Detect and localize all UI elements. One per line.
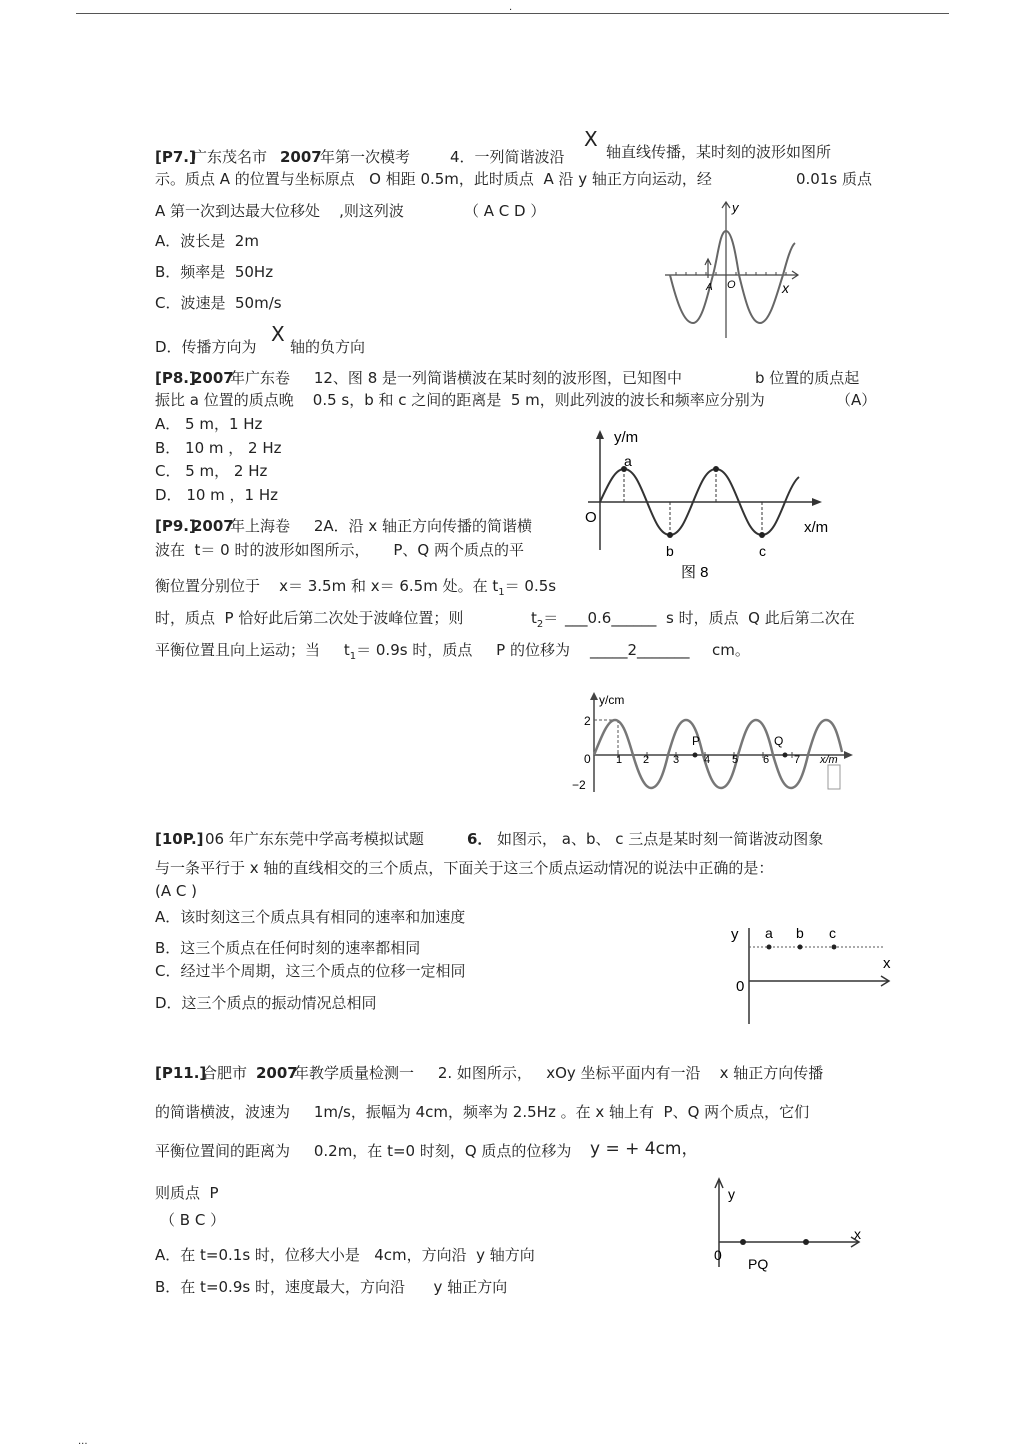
p10-option-b: B．这三个质点在任何时刻的速率都相同	[155, 939, 421, 957]
p7-wave-figure	[660, 198, 810, 348]
p11-x-label: x	[854, 1226, 861, 1242]
p7-year: 2007	[280, 148, 322, 166]
p8-point-top	[713, 466, 719, 472]
p11-option-b: B．在 t=0.9s 时，速度最大，方向沿 y 轴正方向	[155, 1278, 508, 1296]
p7-option-d-x: X	[271, 322, 285, 346]
p11-point-q	[803, 1239, 809, 1245]
p10-question-number: 6．	[467, 830, 493, 848]
p8-point-b	[667, 532, 673, 538]
p9-year: 2007	[192, 517, 234, 535]
p7-tag: [P7.]	[155, 148, 196, 166]
p9-point-q	[783, 753, 788, 758]
p9-tick-7: 7	[794, 754, 801, 766]
p9-tick-5: 5	[732, 754, 739, 766]
p9-y-label: y/cm	[599, 693, 625, 707]
p9-label-q: Q	[774, 734, 784, 748]
p10-figure	[728, 920, 908, 1030]
p9-x-label: x/m	[820, 754, 838, 766]
p11-point-p	[740, 1239, 746, 1245]
p7-line1-tail: 轴直线传播，某时刻的波形如图所	[606, 143, 832, 161]
p7-option-d-pre: D．传播方向为	[155, 338, 257, 356]
p10-answer: (A C )	[155, 882, 197, 900]
p11-line1: 年教学质量检测一 2. 如图所示， xOy 坐标平面内有一沿 x 轴正方向传播	[294, 1064, 824, 1082]
p9-line4: 时，质点 P 恰好此后第二次处于波峰位置；则	[155, 609, 464, 627]
p8-line2: 振比 a 位置的质点晚 0.5 s，b 和 c 之间的距离是 5 m，则此列波的波长和频率应分别为	[155, 391, 765, 409]
p9-y-0: 0	[584, 752, 591, 766]
p7-x-symbol: X	[584, 127, 598, 151]
p8-answer: （A）	[836, 391, 877, 409]
p7-option-b: B．频率是 50Hz	[155, 263, 274, 281]
p9-line4-tail: s 时，质点 Q 此后第二次在	[666, 609, 855, 627]
p10-point-c	[832, 945, 837, 950]
p10-label-a: a	[765, 925, 773, 941]
p8-point-c	[759, 532, 765, 538]
p9-line3: 衡位置分别位于 x＝ 3.5m 和 x＝ 6.5m 处。在 $t_1= 0.5s$	[155, 577, 557, 598]
p7-question-number: 4．一列简谐波沿	[450, 148, 565, 166]
p8-y-arrow	[596, 430, 604, 439]
footer-mark: ...	[78, 1436, 88, 1447]
p11-line4: 则质点 P	[155, 1184, 219, 1202]
p10-line1-tail: 如图示， a、b、 c 三点是某时刻一简谐波动图象	[497, 830, 824, 848]
p9-y-minus-2: −2	[572, 778, 586, 792]
p8-x-arrow	[812, 498, 822, 506]
p9-wave-curve	[594, 720, 842, 788]
p8-tag: [P8.]	[155, 369, 196, 387]
header-rule	[76, 13, 949, 14]
p11-option-a: A．在 t=0.1s 时，位移大小是 4cm，方向沿 y 轴方向	[155, 1246, 535, 1264]
p10-option-c: C．经过半个周期，这三个质点的位移一定相同	[155, 962, 466, 980]
header-dot: .	[509, 2, 513, 13]
p7-line3: A 第一次到达最大位移处 ,则这列波	[155, 202, 404, 220]
p9-answer-1: ___0.6______	[565, 609, 657, 627]
p10-label-c: c	[829, 925, 836, 941]
p7-option-c: C．波速是 50m/s	[155, 294, 282, 312]
p8-option-a: A． 5 m，1 Hz	[155, 415, 263, 433]
p10-line2: 与一条平行于 x 轴的直线相交的三个质点，下面关于这三个质点运动情况的说法中正确的是：	[155, 859, 774, 877]
p7-source: 广东茂名市	[192, 148, 268, 166]
p7-exam: 年第一次模考	[320, 148, 411, 166]
p9-answer-2: _____2_______	[590, 641, 690, 659]
p9-point-p	[693, 753, 698, 758]
p11-formula: y = + 4cm，	[590, 1139, 699, 1159]
p9-wave-figure	[568, 690, 858, 800]
p9-line5: 平衡位置且向上运动；当 $t_1= 0.9s$ 时，质点 P 的位移为	[155, 641, 570, 662]
p7-line2-tail: 0.01s 质点	[796, 170, 872, 188]
p7-point-a-label: A	[706, 282, 713, 293]
p7-line2: 示。质点 A 的位置与坐标原点 O 相距 0.5m，此时质点 A 沿 y 轴正方向运动，经	[155, 170, 712, 188]
p8-option-b: B． 10 m ， 2 Hz	[155, 439, 282, 457]
p11-year: 2007	[256, 1064, 298, 1082]
p9-tick-1: 1	[616, 754, 623, 766]
p10-line1: 06 年广东东莞中学高考模拟试题	[205, 830, 424, 848]
p7-y-label: y	[732, 200, 739, 215]
p9-tag: [P9.]	[155, 517, 196, 535]
p11-line2: 的简谐横波，波速为 1m/s，振幅为 4cm，频率为 2.5Hz 。在 x 轴上有 P、Q 两个质点，它们	[155, 1103, 810, 1121]
p11-source: 合肥市	[202, 1064, 248, 1082]
p8-line1-tail: b 位置的质点起	[755, 369, 860, 387]
p11-y-label: y	[728, 1186, 735, 1202]
p7-x-label: x	[782, 280, 789, 296]
p8-caption: 图 8	[681, 564, 709, 581]
p9-line1: 年上海卷 2A．沿 x 轴正方向传播的简谐横	[230, 517, 533, 535]
p9-line4-t2: $t_2=$	[531, 609, 559, 630]
p11-line3: 平衡位置间的距离为 0.2m，在 t=0 时刻，Q 质点的位移为	[155, 1142, 572, 1160]
p10-point-b	[798, 945, 803, 950]
p10-tag: [10P.]	[155, 830, 204, 848]
p9-line3-sub: 1	[498, 587, 505, 598]
p8-option-d: D． 10 m ，1 Hz	[155, 486, 279, 504]
p8-option-c: C． 5 m， 2 Hz	[155, 462, 268, 480]
p8-line1: 年广东卷 12、图 8 是一列简谐横波在某时刻的波形图，已知图中	[230, 369, 683, 387]
p11-answer: （ B C ）	[160, 1211, 226, 1229]
p7-option-d-post: 轴的负方向	[290, 338, 366, 356]
p8-label-c: c	[759, 543, 766, 559]
p9-y-2: 2	[584, 714, 591, 728]
p10-option-a: A．该时刻这三个质点具有相同的速率和加速度	[155, 908, 466, 926]
p7-answer: （ A C D ）	[464, 202, 546, 220]
p9-tick-3: 3	[673, 754, 680, 766]
p10-origin-label: 0	[736, 978, 745, 995]
p9-line2: 波在 t＝ 0 时的波形如图所示， P、Q 两个质点的平	[155, 541, 524, 559]
p7-origin-label: O	[727, 279, 736, 291]
p8-label-a: a	[624, 453, 632, 469]
p11-origin-label: 0	[714, 1247, 722, 1263]
p10-point-a	[767, 945, 772, 950]
p10-option-d: D．这三个质点的振动情况总相同	[155, 994, 377, 1012]
p11-figure	[708, 1175, 868, 1285]
p10-label-b: b	[796, 925, 804, 941]
p8-label-b: b	[666, 543, 674, 559]
p8-x-label: x/m	[804, 519, 829, 536]
p11-tag: [P11.]	[155, 1064, 207, 1082]
p11-pq-label: PQ	[748, 1256, 769, 1272]
p9-tick-6: 6	[763, 754, 770, 766]
p9-tick-2: 2	[643, 754, 650, 766]
p7-wave-curve	[670, 231, 795, 323]
p7-option-a: A．波长是 2m	[155, 232, 259, 250]
p8-year: 2007	[192, 369, 234, 387]
p8-origin-label: O	[585, 509, 597, 526]
p10-y-label: y	[731, 926, 739, 943]
p10-x-label: x	[883, 955, 891, 972]
p9-tick-4: 4	[704, 754, 711, 766]
p9-label-p: P	[692, 734, 701, 748]
p8-wave-figure	[580, 425, 840, 585]
p9-line5-tail: cm。	[712, 641, 750, 659]
p8-y-label: y/m	[614, 429, 639, 446]
